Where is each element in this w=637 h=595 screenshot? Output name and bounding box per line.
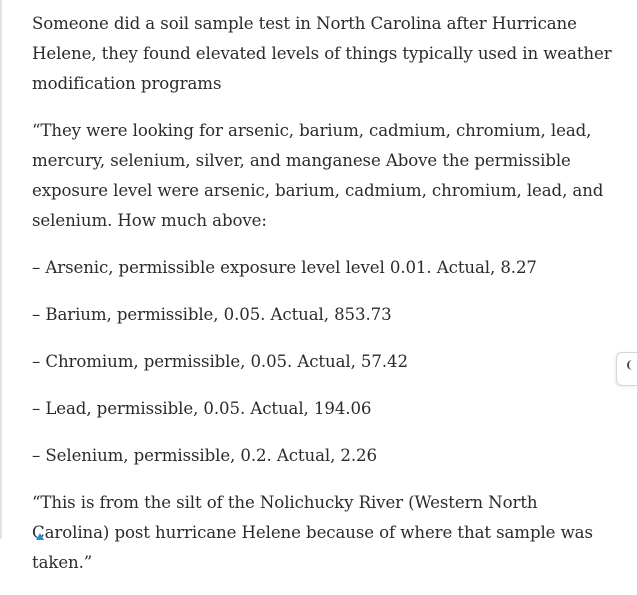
list-item-lead: – Lead, permissible, 0.05. Actual, 194.06 xyxy=(32,399,372,418)
intro-paragraph: Someone did a soil sample test in North Carolina after Hurricane Helene, they found elevated levels of things typically used in weather modification programs xyxy=(32,14,612,93)
quote-paragraph: “They were looking for arsenic, barium, cadmium, chromium, lead, mercury, selenium, silver, and manganese Above the permissible exposure level were arsenic, barium, cadmium, chromium, lead, and selenium. How much above: xyxy=(32,121,604,230)
list-item-chromium: – Chromium, permissible, 0.05. Actual, 57.42 xyxy=(32,352,408,371)
list-item-barium: – Barium, permissible, 0.05. Actual, 853.73 xyxy=(32,305,392,324)
article-body xyxy=(32,9,617,595)
list-item-arsenic: – Arsenic, permissible exposure level level 0.01. Actual, 8.27 xyxy=(32,258,537,277)
droplet-icon xyxy=(36,533,44,540)
left-border xyxy=(0,0,2,539)
side-tab-icon xyxy=(627,360,635,370)
list-item-selenium: – Selenium, permissible, 0.2. Actual, 2.26 xyxy=(32,446,377,465)
side-tab-button[interactable] xyxy=(616,352,637,386)
closing-quote-paragraph: “This is from the silt of the Nolichucky River (Western North Carolina) post hurricane Helene because of where that sample was taken.” xyxy=(32,493,593,572)
